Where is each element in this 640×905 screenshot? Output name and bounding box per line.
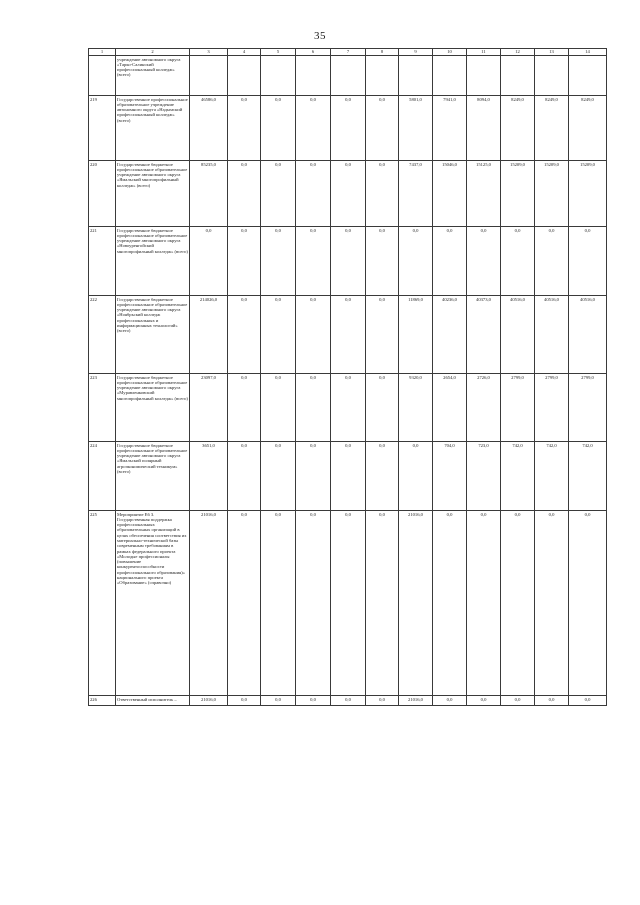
value-cell: 3651,0 <box>190 442 228 511</box>
value-cell: 2799,0 <box>535 374 569 442</box>
value-cell: 23097,0 <box>190 374 228 442</box>
value-cell: 0,0 <box>228 227 261 296</box>
value-cell: 40236,0 <box>433 296 467 374</box>
value-cell: 8249,0 <box>501 96 535 161</box>
value-cell: 8094,0 <box>467 96 501 161</box>
row-description: Ответственный исполнитель – <box>116 696 190 706</box>
value-cell: 0,0 <box>569 696 607 706</box>
value-cell: 0,0 <box>331 511 366 696</box>
value-cell: 0,0 <box>331 227 366 296</box>
page-number: 35 <box>314 30 326 42</box>
column-number: 7 <box>331 49 366 56</box>
value-cell: 0,0 <box>261 511 296 696</box>
value-cell: 0,0 <box>331 696 366 706</box>
value-cell: 0,0 <box>296 96 331 161</box>
value-cell: 0,0 <box>501 696 535 706</box>
value-cell: 0,0 <box>296 696 331 706</box>
value-cell: 0,0 <box>366 374 399 442</box>
value-cell: 0,0 <box>296 296 331 374</box>
row-number: 226 <box>89 696 116 706</box>
value-cell: 0,0 <box>228 442 261 511</box>
value-cell: 0,0 <box>261 296 296 374</box>
row-number: 219 <box>89 96 116 161</box>
row-number <box>89 56 116 96</box>
column-number: 12 <box>501 49 535 56</box>
value-cell: 0,0 <box>261 442 296 511</box>
table-row <box>89 374 607 442</box>
value-cell: 214026,0 <box>190 296 228 374</box>
row-number: 224 <box>89 442 116 511</box>
row-description: Государственное бюджетное профессиональное образовательное учреждение автономного округа «Ямальский многопрофильный колледж» (всего) <box>116 161 190 227</box>
value-cell <box>331 56 366 96</box>
value-cell: 0,0 <box>228 161 261 227</box>
value-cell: 2799,0 <box>569 374 607 442</box>
value-cell: 0,0 <box>366 511 399 696</box>
table-row <box>89 56 607 96</box>
value-cell: 15125,0 <box>467 161 501 227</box>
value-cell: 2654,0 <box>433 374 467 442</box>
table-row <box>89 96 607 161</box>
value-cell: 0,0 <box>467 227 501 296</box>
value-cell: 0,0 <box>535 227 569 296</box>
value-cell: 0,0 <box>228 696 261 706</box>
value-cell: 0,0 <box>467 696 501 706</box>
column-number: 1 <box>89 49 116 56</box>
row-description: Мероприятие Е6 3. Государственная поддержка профессиональных образовательных организаций в целях обеспечения соответствия их материально-технической базы современным требованиям в рамках федерального проекта «Молодые профессионалы (повышение конкурентоспособности профессионального образования)» национального проекта «Образование» (справочно) <box>116 511 190 696</box>
value-cell: 21016,0 <box>399 696 433 706</box>
row-description: Государственное бюджетное профессиональное образовательное учреждение автономного округа «Муравленковский многопрофильный колледж» (всего) <box>116 374 190 442</box>
column-number: 8 <box>366 49 399 56</box>
value-cell: 0,0 <box>366 296 399 374</box>
value-cell: 8249,0 <box>535 96 569 161</box>
value-cell: 0,0 <box>433 511 467 696</box>
value-cell: 0,0 <box>331 442 366 511</box>
value-cell: 2726,0 <box>467 374 501 442</box>
table-row <box>89 227 607 296</box>
value-cell: 7941,0 <box>433 96 467 161</box>
value-cell: 40373,0 <box>467 296 501 374</box>
value-cell: 0,0 <box>261 227 296 296</box>
value-cell: 0,0 <box>535 696 569 706</box>
column-number: 13 <box>535 49 569 56</box>
column-number: 9 <box>399 49 433 56</box>
value-cell: 40516,0 <box>501 296 535 374</box>
value-cell: 0,0 <box>399 227 433 296</box>
value-cell: 0,0 <box>228 296 261 374</box>
value-cell: 0,0 <box>228 511 261 696</box>
value-cell <box>228 56 261 96</box>
value-cell: 704,0 <box>433 442 467 511</box>
value-cell <box>569 56 607 96</box>
value-cell: 15209,0 <box>535 161 569 227</box>
value-cell: 8249,0 <box>569 96 607 161</box>
row-description: Государственное бюджетное профессиональное образовательное учреждение автономного округа «Новоуренгойский многопрофильный колледж» (всего) <box>116 227 190 296</box>
table-row <box>89 161 607 227</box>
row-number: 220 <box>89 161 116 227</box>
table-row <box>89 511 607 696</box>
row-number: 223 <box>89 374 116 442</box>
value-cell: 742,0 <box>501 442 535 511</box>
value-cell: 7437,0 <box>399 161 433 227</box>
value-cell <box>433 56 467 96</box>
column-number-row <box>89 49 607 56</box>
value-cell: 5801,0 <box>399 96 433 161</box>
value-cell: 46586,0 <box>190 96 228 161</box>
column-number: 11 <box>467 49 501 56</box>
value-cell <box>535 56 569 96</box>
value-cell <box>467 56 501 96</box>
value-cell: 40516,0 <box>535 296 569 374</box>
row-number: 221 <box>89 227 116 296</box>
value-cell: 742,0 <box>569 442 607 511</box>
value-cell: 0,0 <box>467 511 501 696</box>
table-row <box>89 296 607 374</box>
value-cell: 0,0 <box>501 511 535 696</box>
column-number: 14 <box>569 49 607 56</box>
value-cell: 0,0 <box>366 161 399 227</box>
value-cell: 15209,0 <box>501 161 535 227</box>
value-cell <box>261 56 296 96</box>
value-cell: 742,0 <box>535 442 569 511</box>
row-number: 222 <box>89 296 116 374</box>
column-number: 4 <box>228 49 261 56</box>
row-description: Государственное профессиональное образовательное учреждение автономного округа «Надымский профессиональный колледж» (всего) <box>116 96 190 161</box>
value-cell: 0,0 <box>296 161 331 227</box>
value-cell: 0,0 <box>399 442 433 511</box>
value-cell: 0,0 <box>228 374 261 442</box>
value-cell: 0,0 <box>296 442 331 511</box>
value-cell: 21016,0 <box>399 511 433 696</box>
value-cell: 0,0 <box>366 227 399 296</box>
value-cell: 21016,0 <box>190 511 228 696</box>
value-cell: 0,0 <box>569 511 607 696</box>
value-cell: 0,0 <box>228 96 261 161</box>
value-cell: 0,0 <box>535 511 569 696</box>
column-number: 10 <box>433 49 467 56</box>
value-cell: 0,0 <box>569 227 607 296</box>
value-cell: 0,0 <box>261 96 296 161</box>
value-cell: 0,0 <box>433 227 467 296</box>
row-description: учреждение автономного округа «Тарко-Салинский профессиональный колледж» (всего) <box>116 56 190 96</box>
value-cell: 2799,0 <box>501 374 535 442</box>
value-cell: 85235,0 <box>190 161 228 227</box>
value-cell <box>501 56 535 96</box>
value-cell: 15046,0 <box>433 161 467 227</box>
value-cell: 0,0 <box>296 511 331 696</box>
column-number: 5 <box>261 49 296 56</box>
value-cell: 11869,0 <box>399 296 433 374</box>
value-cell: 723,0 <box>467 442 501 511</box>
value-cell <box>190 56 228 96</box>
column-number: 6 <box>296 49 331 56</box>
value-cell: 21016,0 <box>190 696 228 706</box>
value-cell: 0,0 <box>331 96 366 161</box>
value-cell: 0,0 <box>366 96 399 161</box>
value-cell: 0,0 <box>331 161 366 227</box>
value-cell <box>296 56 331 96</box>
table-row <box>89 442 607 511</box>
budget-table <box>88 48 607 706</box>
value-cell: 0,0 <box>261 374 296 442</box>
value-cell: 0,0 <box>331 374 366 442</box>
row-description: Государственное бюджетное профессиональное образовательное учреждение автономного округа «Ноябрьский колледж профессиональных и информационных технологий» (всего) <box>116 296 190 374</box>
value-cell: 0,0 <box>366 696 399 706</box>
row-number: 225 <box>89 511 116 696</box>
value-cell: 0,0 <box>296 374 331 442</box>
table-row <box>89 696 607 706</box>
column-number: 2 <box>116 49 190 56</box>
value-cell: 0,0 <box>261 696 296 706</box>
value-cell <box>366 56 399 96</box>
value-cell: 15209,0 <box>569 161 607 227</box>
value-cell: 0,0 <box>331 296 366 374</box>
value-cell: 0,0 <box>433 696 467 706</box>
value-cell: 0,0 <box>366 442 399 511</box>
value-cell: 0,0 <box>501 227 535 296</box>
row-description: Государственное бюджетное профессиональное образовательное учреждение автономного округа «Ямальский полярный агроэкономический техникум» (всего) <box>116 442 190 511</box>
value-cell: 0,0 <box>296 227 331 296</box>
value-cell: 40516,0 <box>569 296 607 374</box>
value-cell <box>399 56 433 96</box>
value-cell: 0,0 <box>190 227 228 296</box>
value-cell: 9320,0 <box>399 374 433 442</box>
column-number: 3 <box>190 49 228 56</box>
value-cell: 0,0 <box>261 161 296 227</box>
